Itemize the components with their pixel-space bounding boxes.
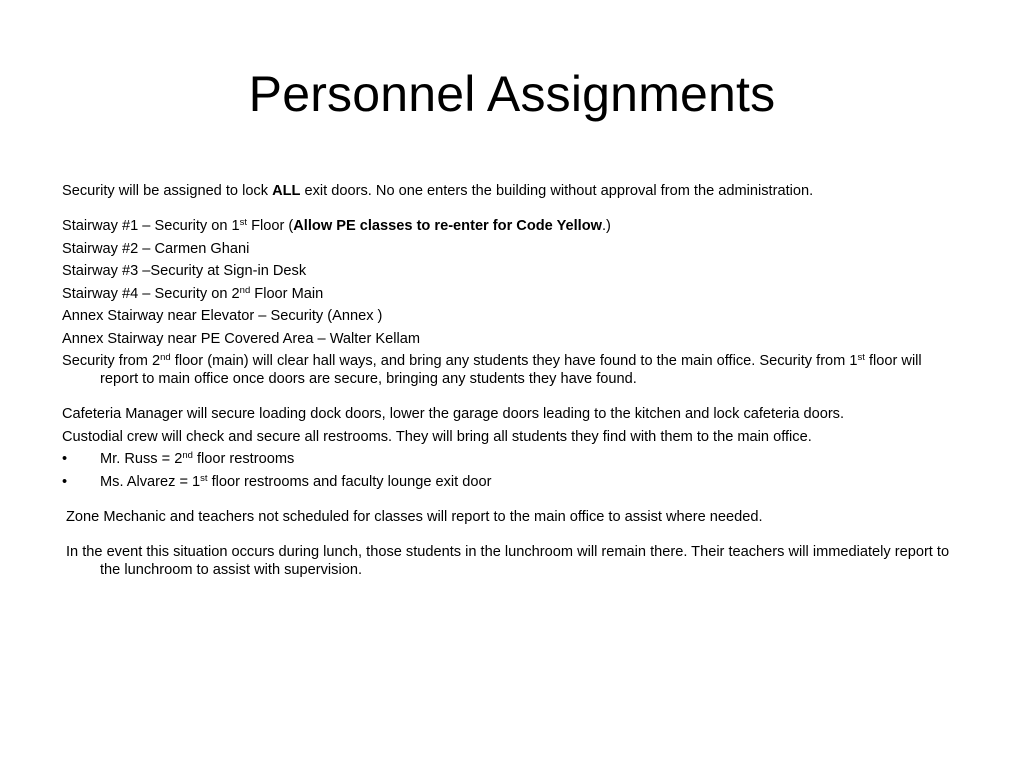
bullet-alvarez-after: floor restrooms and faculty lounge exit door (207, 473, 492, 490)
stairway-2-line: Stairway #2 – Carmen Ghani (62, 240, 250, 257)
stairway-1-text: Stairway #1 – Security on 1 (62, 218, 240, 234)
intro-text-before: Security will be assigned to lock (62, 183, 273, 199)
bullet-dot-icon: • (62, 473, 68, 490)
intro-text-after: exit doors. No one enters the building without approval from the administration. (300, 183, 814, 199)
stairway-1-end: .) (602, 218, 611, 234)
lunch-paragraph: In the event this situation occurs during lunch, those students in the lunchroom will remain there. Their teachers will immediately report to the lunchroom to assist with supervision. (66, 543, 950, 578)
bullet-item-russ (62, 450, 962, 468)
cafeteria-paragraph: Cafeteria Manager will secure loading dock doors, lower the garage doors leading to the kitchen and lock cafeteria doors. (62, 406, 845, 422)
bullet-russ-sup: nd (182, 450, 193, 461)
bullet-text-russ (100, 450, 294, 468)
stairway-4-text: Stairway #4 – Security on 2 (62, 285, 240, 302)
bullet-alvarez-before: Ms. Alvarez = 1 (100, 473, 201, 490)
stairway-1-line (62, 217, 962, 235)
security-from-sup-2: st (857, 352, 865, 363)
stairway-4-end: Floor Main (250, 285, 324, 302)
bullet-alvarez-sup: st (200, 472, 208, 484)
security-from-sup-1: nd (160, 352, 171, 363)
stairway-4-line (62, 285, 962, 303)
slide-title: Personnel Assignments (248, 66, 776, 122)
stairway-1-sup: st (239, 217, 248, 228)
zone-mechanic-paragraph: Zone Mechanic and teachers not scheduled for classes will report to the main office to assist where needed. (66, 508, 763, 525)
bullet-russ-before: Mr. Russ = 2 (100, 451, 183, 467)
security-from-middle: floor (main) will clear hall ways, and bring any students they have found to the main office. Security from 1 (170, 353, 858, 369)
stairway-1-middle: Floor ( (247, 218, 294, 234)
security-from-text: Security from 2 (62, 353, 161, 369)
security-from-end: floor will report to main office once doors are secure, bringing any students they have found. (100, 353, 922, 387)
stairway-3-line: Stairway #3 –Security at Sign-in Desk (62, 263, 307, 279)
bullet-item-alvarez (62, 473, 962, 491)
custodial-paragraph: Custodial crew will check and secure all restrooms. They will bring all students they find with them to the main office. (62, 428, 812, 445)
intro-paragraph (62, 182, 962, 200)
slide-body (62, 182, 962, 583)
bullet-dot-icon: • (62, 451, 68, 467)
stairway-4-sup: nd (239, 284, 251, 296)
bullet-text-alvarez (100, 473, 491, 491)
security-from-paragraph (62, 352, 962, 388)
stairway-1-bold-note: Allow PE classes to re-enter for Code Yellow (293, 218, 602, 234)
intro-text-bold: ALL (272, 183, 301, 199)
annex-stairway-elevator-line: Annex Stairway near Elevator – Security (Annex ) (62, 308, 383, 324)
bullet-russ-after: floor restrooms (192, 451, 295, 467)
annex-stairway-pe-line: Annex Stairway near PE Covered Area – Walter Kellam (62, 330, 420, 347)
